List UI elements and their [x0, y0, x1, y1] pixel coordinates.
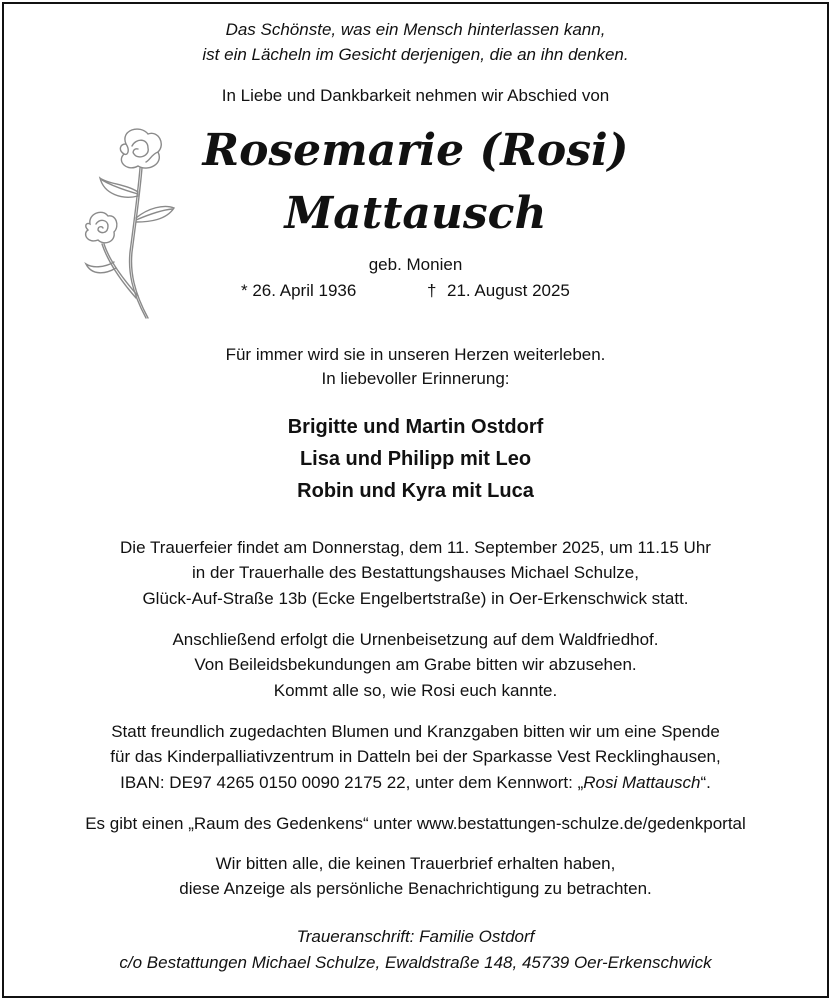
memorial-room-text: Es gibt einen „Raum des Gedenkens“ unter www.bestattungen-schulze.de/gedenkportal: [85, 814, 746, 833]
quote-line-2: ist ein Lächeln im Gesicht derjenigen, die an ihn denken.: [202, 45, 629, 64]
burial-line-1: Anschließend erfolgt die Urnenbeisetzung auf dem Waldfriedhof.: [172, 630, 659, 649]
quote-line-1: Das Schönste, was ein Mensch hinterlassen kann,: [225, 20, 606, 39]
mourner-2: Lisa und Philipp mit Leo: [299, 448, 532, 470]
donation-iban: IBAN: DE97 4265 0150 0090 2175 22, unter dem Kennwort: „: [120, 773, 584, 792]
mourner-3: Robin und Kyra mit Luca: [297, 480, 534, 502]
remembrance-line-1: Für immer wird sie in unseren Herzen weiterleben.: [225, 345, 606, 364]
deceased-name-line-2: Mattausch: [284, 188, 547, 239]
address-line-2: c/o Bestattungen Michael Schulze, Ewaldstraße 148, 45739 Oer-Erkenschwick: [119, 953, 712, 972]
notice-line-2: diese Anzeige als persönliche Benachrichtigung zu betrachten.: [179, 879, 652, 898]
death-symbol: †: [427, 281, 437, 300]
donation-line-2: für das Kinderpalliativzentrum in Datteln bei der Sparkasse Vest Recklinghausen,: [110, 747, 721, 766]
donation-keyword: Rosi Mattausch: [583, 773, 701, 792]
donation-line-1: Statt freundlich zugedachten Blumen und Kranzgaben bitten wir um eine Spende: [111, 722, 720, 741]
address-line-1: Traueranschrift: Familie Ostdorf: [296, 927, 535, 946]
mourner-1: Brigitte und Martin Ostdorf: [287, 416, 544, 438]
remembrance-line-2: In liebevoller Erinnerung:: [321, 369, 510, 388]
burial-line-2: Von Beileidsbekundungen am Grabe bitten wir abzusehen.: [194, 655, 637, 674]
donation-line-3: [0, 773, 831, 793]
deceased-name-line-1: Rosemarie (Rosi): [202, 125, 629, 176]
intro-text: In Liebe und Dankbarkeit nehmen wir Abschied von: [221, 86, 610, 105]
notice-line-1: Wir bitten alle, die keinen Trauerbrief erhalten haben,: [215, 854, 616, 873]
death-date: 21. August 2025: [447, 281, 570, 300]
ceremony-line-2: in der Trauerhalle des Bestattungshauses Michael Schulze,: [192, 563, 639, 582]
burial-line-3: Kommt alle so, wie Rosi euch kannte.: [273, 681, 558, 700]
birth-date: * 26. April 1936: [241, 281, 357, 300]
ceremony-line-3: Glück-Auf-Straße 13b (Ecke Engelbertstraße) in Oer-Erkenschwick statt.: [142, 589, 689, 608]
ceremony-line-1: Die Trauerfeier findet am Donnerstag, dem 11. September 2025, um 11.15 Uhr: [120, 538, 711, 557]
birth-name: geb. Monien: [368, 255, 463, 274]
donation-end: “.: [700, 773, 711, 792]
